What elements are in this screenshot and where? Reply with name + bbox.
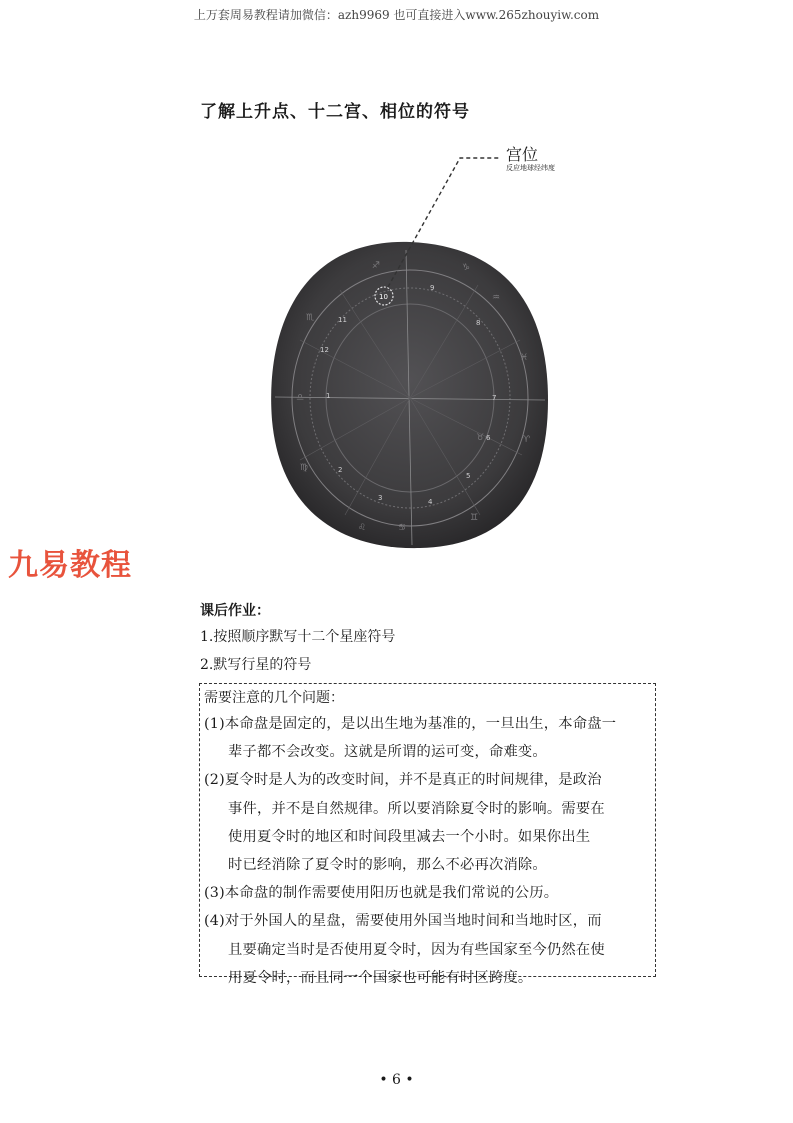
house-number-8: 8 [476,319,481,327]
note-line: 辈子都不会改变。这就是所谓的运可变，命难变。 [228,744,547,761]
chart-disc [271,242,548,548]
house-number-12: 12 [320,346,329,354]
house-number-9: 9 [430,284,435,292]
house-number-10: 10 [379,293,388,301]
svg-text:♌: ♌ [358,523,367,533]
svg-text:♍: ♍ [300,463,309,473]
page-number: • 6 • [379,1072,414,1088]
note-paragraph [204,879,649,907]
svg-text:♉: ♉ [476,433,485,443]
house-number-6: 6 [486,434,491,442]
house-number-11: 11 [338,316,347,324]
house-number-7: 7 [492,394,497,402]
homework-item: 2.默写行星的符号 [200,657,312,673]
note-line: 使用夏令时的地区和时间段里减去一个小时。如果你出生 [228,828,591,845]
callout-sublabel: 反应地球经纬度 [506,164,555,172]
svg-text:♏: ♏ [306,313,315,323]
house-number-5: 5 [466,472,471,480]
callout-label: 宫位 [506,145,539,164]
house-number-2: 2 [338,466,343,474]
note-line: (1)本命盘是固定的，是以出生地为基准的，一旦出生，本命盘一 [204,716,617,732]
watermark-logo: 九易教程 [8,548,132,583]
top-banner: 上万套周易教程请加微信：azh9969 也可直接进入www.265zhouyiw.com [193,8,600,22]
svg-text:♐: ♐ [372,261,381,271]
notes-box [199,683,656,986]
svg-text:♋: ♋ [398,523,407,533]
notes-heading: 需要注意的几个问题： [204,690,344,706]
note-paragraph [204,766,649,879]
note-paragraph [204,907,649,992]
note-line: (3)本命盘的制作需要使用阳历也就是我们常说的公历。 [204,885,559,902]
section-title: 了解上升点、十二宫、相位的符号 [200,102,470,122]
note-line: 且要确定当时是否使用夏令时，因为有些国家至今仍然在使 [228,941,605,958]
house-number-4: 4 [428,498,433,506]
homework-item: 1.按照顺序默写十二个星座符号 [200,629,396,645]
svg-text:♑: ♑ [462,263,471,273]
svg-text:♒: ♒ [492,293,501,303]
house-number-1: 1 [326,392,331,400]
svg-text:♎: ♎ [296,393,305,403]
note-line: 用夏令时，而且同一个国家也可能有时区跨度。 [228,969,533,986]
note-line: 事件，并不是自然规律。所以要消除夏令时的影响。需要在 [228,800,605,817]
note-line: (4)对于外国人的星盘，需要使用外国当地时间和当地时区，而 [204,913,602,930]
svg-text:♊: ♊ [470,513,479,523]
note-line: (2)夏令时是人为的改变时间，并不是真正的时间规律，是政治 [204,772,602,789]
homework-title: 课后作业： [200,603,270,619]
svg-text:♓: ♓ [520,353,529,363]
house-number-3: 3 [378,494,383,502]
note-line: 时已经消除了夏令时的影响，那么不必再次消除。 [228,857,547,874]
note-paragraph [204,710,649,766]
svg-text:♈: ♈ [522,435,531,445]
